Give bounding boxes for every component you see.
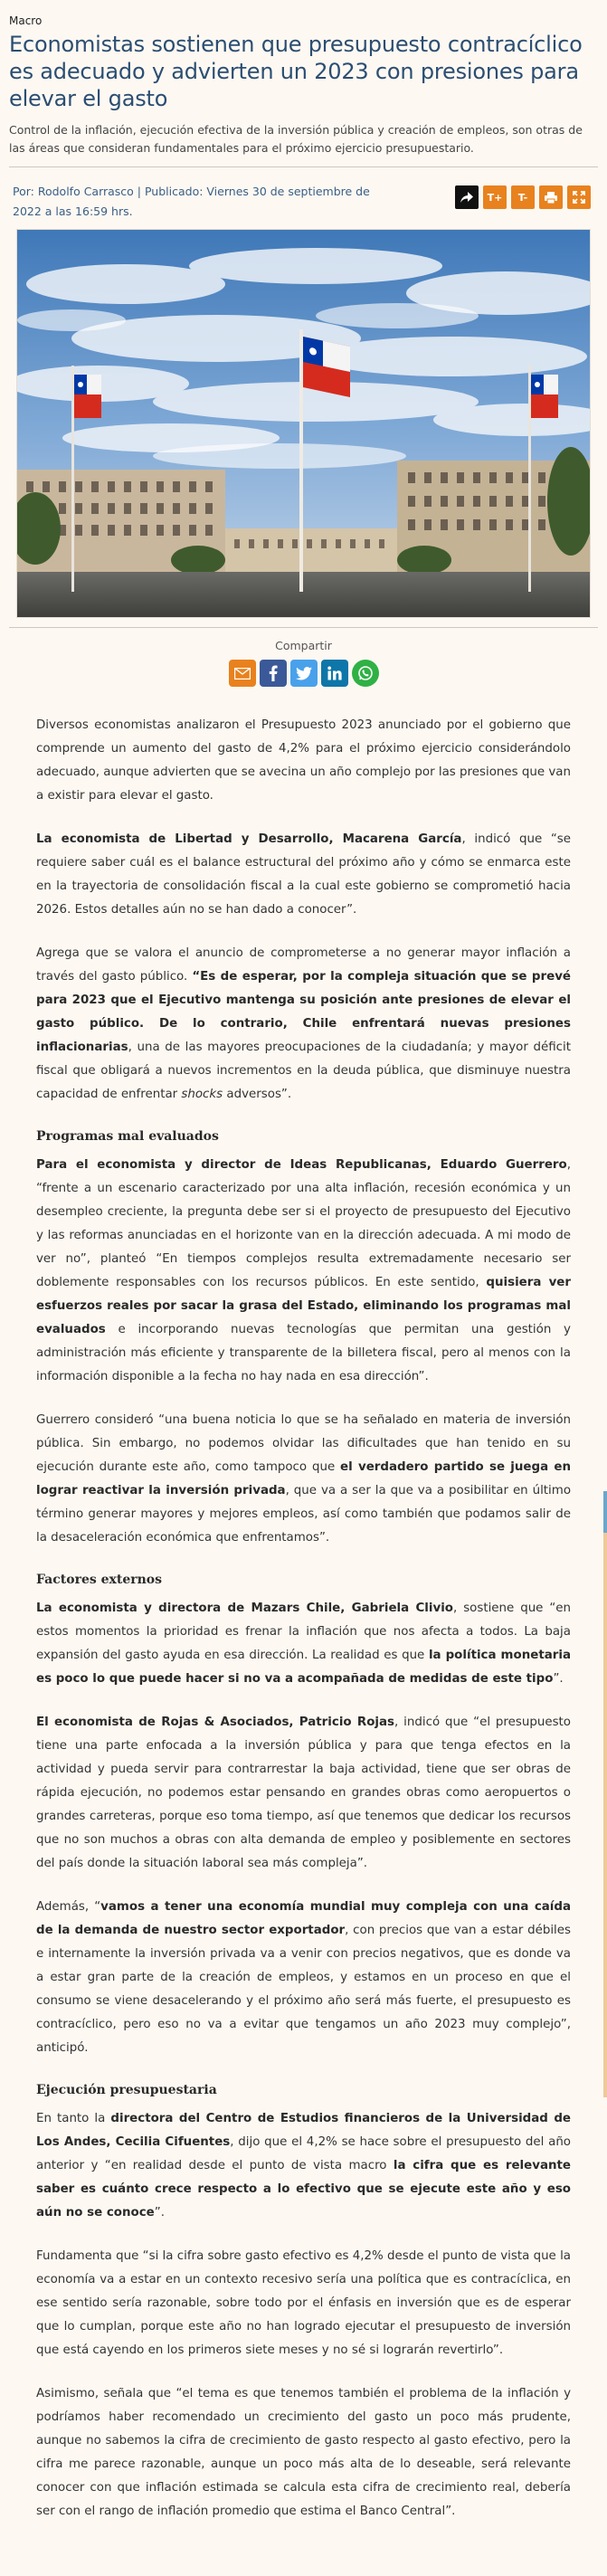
facebook-share-icon[interactable] — [260, 660, 287, 687]
hero-image — [16, 229, 591, 618]
text: Agrega que se valora el anuncio de comprometerse a no generar mayor inflación a través del gasto público. — [36, 946, 571, 984]
bold-text: El economista de Rojas & Asociados, Patricio Rojas — [36, 1716, 395, 1729]
bold-text: La economista y directora de Mazars Chile, Gabriela Clivio — [36, 1602, 454, 1615]
text: , “frente a un escenario caracterizado por una alta inflación, recesión económica y un desempleo creciente, la pregunta debe ser si el proyecto de presupuesto del Ejecutivo y las reformas anunciadas en el horizonte van en la dirección adecuada. A mi modo de ver no”, planteó “En tiempos complejos resulta extremadamente necesario ser doblemente responsables con los recursos públicos. En este sentido, — [36, 1158, 571, 1289]
text: , con precios que van a estar débiles e internamente la inversión privada va a venir con precios negativos, que es donde va a estar gran parte de la creación de empleos, y estamos en un proceso en que el consumo se viene desacelerando y el próximo año será más fuerte, el presupuesto es contracíclico, pero eso no va a evitar que tengamos un año 2023 muy complejo”, anticipó. — [36, 1924, 571, 2055]
subheading: Ejecución presupuestaria — [36, 2083, 217, 2097]
font-increase-button[interactable]: T+ — [483, 185, 507, 209]
subheading: Programas mal evaluados — [36, 1129, 219, 1144]
whatsapp-share-icon[interactable] — [352, 660, 379, 687]
paragraph — [36, 1711, 571, 1876]
font-decrease-button[interactable]: T- — [511, 185, 535, 209]
article-tools — [455, 185, 591, 209]
byline-row — [0, 167, 607, 222]
text: Diversos economistas analizaron el Presupuesto 2023 anunciado por el gobierno que comprende un aumento del gasto de 4,2% para el próximo ejercicio considerándolo adecuado, aunque advierten que se avecina un año complejo por las presiones que van a existir para elevar el gasto. — [36, 718, 571, 803]
paragraph — [36, 1597, 571, 1691]
article-title: Economistas sostienen que presupuesto contracíclico es adecuado y advierten un 2023 con presiones para elevar el gasto — [9, 32, 583, 111]
share-label: Compartir — [275, 639, 332, 652]
side-widget-edge — [603, 1491, 607, 2097]
text: , una de las mayores preocupaciones de la ciudadanía; y mayor déficit fiscal que obligará a nuevos incrementos en la deuda pública, que disminuye nuestra capacidad de enfrentar — [36, 1041, 571, 1101]
share-arrow-icon[interactable] — [455, 185, 479, 209]
bold-text: La economista de Libertad y Desarrollo, Macarena García — [36, 832, 462, 846]
bold-text: Para el economista y director de Ideas Republicanas, Eduardo Guerrero — [36, 1158, 567, 1172]
share-section — [0, 628, 607, 687]
italic-text: shocks — [181, 1088, 223, 1101]
paragraph — [36, 2107, 571, 2225]
bold-text: el verdadero partido se juega en lograr reactivar la inversión privada — [36, 1460, 571, 1497]
paragraph — [36, 828, 571, 922]
twitter-share-icon[interactable] — [290, 660, 318, 687]
subheading: Factores externos — [36, 1573, 163, 1587]
bold-text: la cifra que es relevante saber es cuánto crece respecto a lo efectivo que se ejecute este año y eso aún no se conoce — [36, 2159, 571, 2220]
paragraph — [36, 714, 571, 808]
text: e incorporando nuevas tecnologías que permitan una gestión y administración más eficiente y transparente de la billetera fiscal, pero al menos con la información disponible a la fecha no hay nada en esa dirección”. — [36, 1323, 571, 1383]
bold-text: “Es de esperar, por la compleja situación que se prevé para 2023 que el Ejecutivo mantenga su posición ante presiones de elevar el gasto público. De lo contrario, Chile enfrentará nuevas presiones inflacionarias — [36, 970, 572, 1054]
paragraph — [36, 2382, 571, 2524]
text: Además, “ — [36, 1900, 101, 1914]
text: , que va a ser la que va a posibilitar en último término generar mayores y mejores empleos, así como también que podamos salir de la desaceleración económica que enfrentamos”. — [36, 1484, 572, 1545]
text: En tanto la — [36, 2112, 111, 2125]
expand-icon[interactable] — [567, 185, 591, 209]
text: , indicó que “el presupuesto tiene una parte enfocada a la inversión pública y para que tenga efectos en la actividad y pueda servir para contrarrestar la baja actividad, tiene que ser obras de rápida ejecución, no podemos estar pensando en grandes obras como aeropuertos o grandes carreteras, porque eso toma tiempo, así que tenemos que dedicar los recursos que no son muchos a obras con alta demanda de empleo y posiblemente en sectores del país donde la situación laboral sea más compleja”. — [36, 1716, 571, 1870]
article-body — [0, 687, 607, 2524]
text: Guerrero consideró “una buena noticia lo que se ha señalado en materia de inversión pública. Sin embargo, no podemos olvidar las dificultades que han tenido en su ejecución durante este año, como tampoco que — [36, 1413, 571, 1474]
paragraph — [36, 1896, 571, 2060]
paragraph — [36, 2245, 571, 2362]
share-buttons — [0, 660, 607, 687]
paragraph — [36, 1154, 571, 1389]
paragraph — [36, 942, 571, 1107]
text: , sostiene que “en estos momentos la prioridad es frenar la inflación que nos afecta a todos. La baja expansión del gasto ayuda en esa dirección. La realidad es que — [36, 1602, 571, 1662]
print-icon[interactable] — [539, 185, 563, 209]
side-widget-tab[interactable] — [603, 1491, 607, 1533]
text: ”. — [154, 2206, 165, 2220]
text: adversos”. — [223, 1088, 292, 1101]
text: Asimismo, señala que “el tema es que tenemos también el problema de la inflación y podríamos haber recomendado un crecimiento del gasto un poco más prudente, aunque no sabemos la cifra de crecimiento de gasto respecto al gasto efectivo, pero la cifra me parece razonable, aunque un poco más alta de lo deseable, será relevante conocer con que inflación estimada se calcula esta cifra de crecimiento real, debería ser con el rango de inflación promedio que estima el Banco Central”. — [36, 2387, 571, 2518]
byline: Por: Rodolfo Carrasco | Publicado: Viernes 30 de septiembre de 2022 a las 16:59 hrs. — [13, 185, 370, 218]
linkedin-share-icon[interactable] — [321, 660, 348, 687]
text: ”. — [553, 1672, 564, 1686]
email-share-icon[interactable] — [229, 660, 256, 687]
text: , dijo que el 4,2% se hace sobre el presupuesto del año anterior y “en realidad desde el punto de vista macro — [36, 2135, 571, 2172]
bold-text: la política monetaria es poco lo que puede hacer si no va a acompañada de medidas de este tipo — [36, 1649, 571, 1686]
bold-text: directora del Centro de Estudios financieros de la Universidad de Los Andes, Cecilia Cifuentes — [36, 2112, 572, 2149]
article-subtitle: Control de la inflación, ejecución efectiva de la inversión pública y creación de empleos, son otras de las áreas que consideran fundamentales para el próximo ejercicio presupuestario. — [9, 123, 583, 155]
section-label[interactable]: Macro — [9, 14, 43, 27]
bold-text: vamos a tener una economía mundial muy compleja con una caída de la demanda de nuestro sector exportador — [36, 1900, 572, 1937]
text: , indicó que “se requiere saber cuál es el balance estructural del próximo año y cómo se enmarca este en la trayectoria de consolidación fiscal a la cual este gobierno se comprometió hacia 2026. Estos detalles aún no se han dado a conocer”. — [36, 832, 572, 917]
paragraph — [36, 1409, 571, 1550]
text: Fundamenta que “si la cifra sobre gasto efectivo es 4,2% desde el punto de vista que la economía va a estar en un contexto recesivo sería una política que es contracíclica, en ese sentido sería razonable, sobre todo por el énfasis en inversión que es de esperar que lo cumplan, porque este año no han logrado ejecutar el presupuesto de inversión que está cayendo en los primeros siete meses y no sé si lograrán revertirlo”. — [36, 2249, 571, 2357]
bold-text: quisiera ver esfuerzos reales por sacar la grasa del Estado, eliminando los programas mal evaluados — [36, 1276, 571, 1336]
